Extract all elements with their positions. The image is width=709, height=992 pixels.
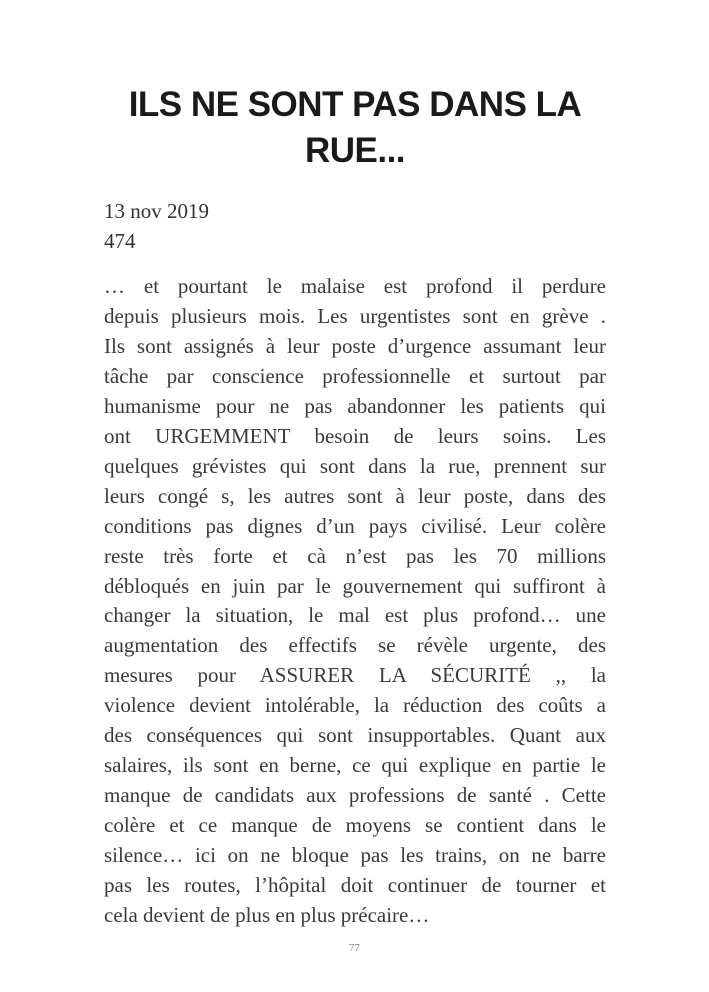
body-line: changer la situation, le mal est plus profond… une	[104, 603, 606, 628]
body-line: humanisme pour ne pas abandonner les patients qui	[104, 393, 606, 418]
body-line: augmentation des effectifs se révèle urgente, des	[104, 633, 606, 658]
body-line: manque de candidats aux professions de santé . Cette	[104, 783, 606, 808]
body-line: salaires, ils sont en berne, ce qui explique en partie le	[104, 753, 606, 778]
body-line: conditions pas dignes d’un pays civilisé. Leur colère	[104, 513, 606, 538]
body-line: tâche par conscience professionnelle et surtout par	[104, 363, 606, 388]
body-line: quelques grévistes qui sont dans la rue, prennent sur	[104, 453, 606, 478]
body-line: cela devient de plus en plus précaire…	[104, 903, 430, 928]
body-line: ont URGEMMENT besoin de leurs soins. Les	[104, 423, 606, 448]
title-line: ILS NE SONT PAS DANS LA	[128, 85, 582, 124]
date: 13 nov 2019	[104, 199, 209, 223]
page-title	[60, 82, 650, 174]
body-line: Ils sont assignés à leur poste d’urgence assumant leur	[104, 333, 606, 358]
body-line: colère et ce manque de moyens se contient dans le	[104, 813, 606, 838]
page-number: 77	[349, 942, 360, 954]
body-line: depuis plusieurs mois. Les urgentistes sont en grève .	[104, 303, 606, 328]
body-line: mesures pour ASSURER LA SÉCURITÉ ,, la	[104, 663, 606, 688]
body-line: débloqués en juin par le gouvernement qui suffiront à	[104, 573, 606, 598]
body-line: silence… ici on ne bloque pas les trains, on ne barre	[104, 843, 606, 868]
article-body	[104, 272, 606, 931]
body-line: des conséquences qui sont insupportables. Quant aux	[104, 723, 606, 748]
body-line: leurs congé s, les autres sont à leur poste, dans des	[104, 483, 606, 508]
body-line: violence devient intolérable, la réduction des coûts a	[104, 693, 606, 718]
body-line: … et pourtant le malaise est profond il perdure	[104, 274, 606, 298]
count: 474	[104, 229, 136, 253]
body-line: pas les routes, l’hôpital doit continuer de tourner et	[104, 873, 606, 898]
body-line: reste très forte et cà n’est pas les 70 millions	[104, 543, 606, 568]
title-line: RUE...	[304, 131, 406, 170]
